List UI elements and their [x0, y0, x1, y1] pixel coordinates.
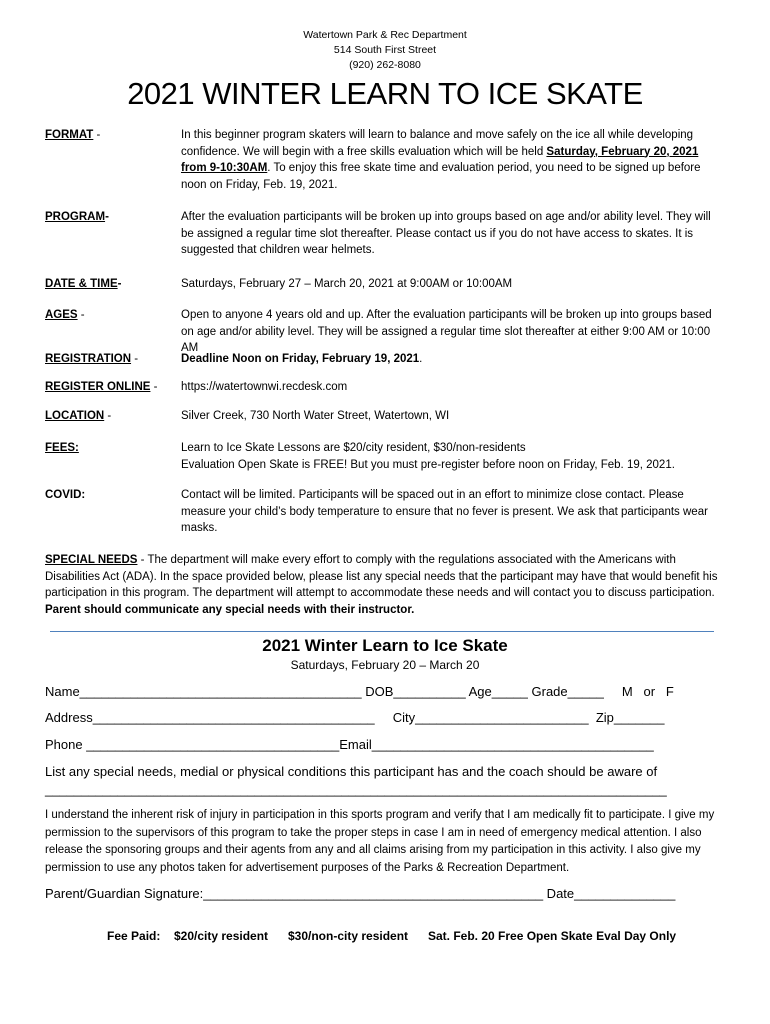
format-text: In this beginner program skaters will learn to balance and move safely on the ice all while developing confidence. We will begin with a free skills evaluation which will be held Saturday, February 20, 2021 from 9-10:30AM. To enjoy this free skate time and evaluation period, you need to be signed up before noon on Friday, Feb. 19, 2021. — [181, 129, 701, 191]
fee-option-noncity[interactable]: $30/non-city resident — [288, 929, 409, 943]
fee-option-city[interactable]: $20/city resident — [174, 929, 269, 943]
registration-text: Deadline Noon on Friday, February 19, 2021. — [181, 353, 423, 365]
page-title: 2021 WINTER LEARN TO ICE SKATE — [127, 76, 643, 111]
date-time-label: DATE & TIME- — [45, 278, 122, 290]
fees-text — [181, 440, 726, 473]
covid-label: COVID: — [45, 489, 86, 501]
special-needs-paragraph: SPECIAL NEEDS - The department will make every effort to comply with the regulations associated with the Americans with Disabilities Act (ADA). In the space provided below, please list any special needs that the participant may have that would benefit his participation in this program. The department will attempt to accommodate these needs and will contact you to discuss participation. Parent should communicate any special needs with their instructor. — [45, 554, 718, 616]
program-text: After the evaluation participants will be broken up into groups based on age and/or ability level. They will be assigned a regular time slot thereafter. Please contact us if you do not have access to skates. It is suggested that children wear helmets. — [181, 211, 711, 256]
special-needs-prompt: List any special needs, medial or physical conditions this participant has and the coach should be aware of — [45, 764, 658, 779]
location-text: Silver Creek, 730 North Water Street, Watertown, WI — [181, 410, 450, 422]
registration-label: REGISTRATION - — [45, 353, 139, 365]
department-name: Watertown Park & Rec Department — [303, 29, 467, 41]
section-divider — [50, 631, 714, 632]
fees-label: FEES: — [45, 442, 79, 454]
liability-waiver: I understand the inherent risk of injury in participation in this sports program and verify that I am medically fit to participate. I give my permission to the supervisors of this program to take the proper steps in case I am in need of emergency medical attention. I also release the sponsoring groups and their agents from any and all claims arising from my participation in this activity. I also give my permission to use any photos taken for advertisement purposes of the Parks & Recreation Department. — [45, 809, 715, 874]
department-phone: (920) 262-8080 — [349, 59, 421, 71]
fee-paid-label: Fee Paid: — [107, 929, 161, 943]
form-subtitle: Saturdays, February 20 – March 20 — [290, 658, 480, 672]
department-address: 514 South First Street — [333, 44, 437, 56]
ages-label: AGES - — [45, 309, 85, 321]
format-label: FORMAT - — [45, 129, 101, 141]
name-dob-age-grade-field[interactable]: Name_______________________________________ DOB__________ Age_____ Grade_____ M or F — [45, 684, 674, 699]
address-city-zip-field[interactable]: Address_______________________________________ City________________________ Zip_______ — [45, 710, 665, 725]
special-needs-label: SPECIAL NEEDS — [45, 554, 138, 566]
phone-email-field[interactable]: Phone ___________________________________Email_______________________________________ — [45, 737, 654, 752]
register-online-link[interactable]: https://watertownwi.recdesk.com — [181, 381, 348, 393]
ages-text: Open to anyone 4 years old and up. After the evaluation participants will be broken up into groups based on age and/or ability level. They will be assigned a regular time slot thereafter at either 9:00 AM or 10:00 AM — [181, 309, 712, 354]
fees-line-2: Evaluation Open Skate is FREE! But you must pre-register before noon on Friday, Feb. 19, 2021. — [181, 458, 675, 471]
program-label: PROGRAM- — [45, 211, 109, 223]
signature-date-field[interactable]: Parent/Guardian Signature:_______________________________________________ Date______________ — [45, 886, 676, 901]
covid-text: Contact will be limited. Participants will be spaced out in an effort to minimize close contact. Please measure your child’s body temperature to ensure that no fever is present. We ask that participants wear masks. — [181, 489, 708, 534]
fee-option-eval-day[interactable]: Sat. Feb. 20 Free Open Skate Eval Day Only — [428, 929, 677, 943]
register-online-label: REGISTER ONLINE - — [45, 381, 158, 393]
department-header — [0, 28, 770, 73]
date-time-text: Saturdays, February 27 – March 20, 2021 at 9:00AM or 10:00AM — [181, 278, 513, 290]
fees-line-1: Learn to Ice Skate Lessons are $20/city resident, $30/non-residents — [181, 442, 526, 454]
location-label: LOCATION - — [45, 410, 112, 422]
form-title: 2021 Winter Learn to Ice Skate — [262, 636, 508, 655]
special-needs-blank-line[interactable]: ______________________________________________________________________________________ — [45, 782, 667, 797]
